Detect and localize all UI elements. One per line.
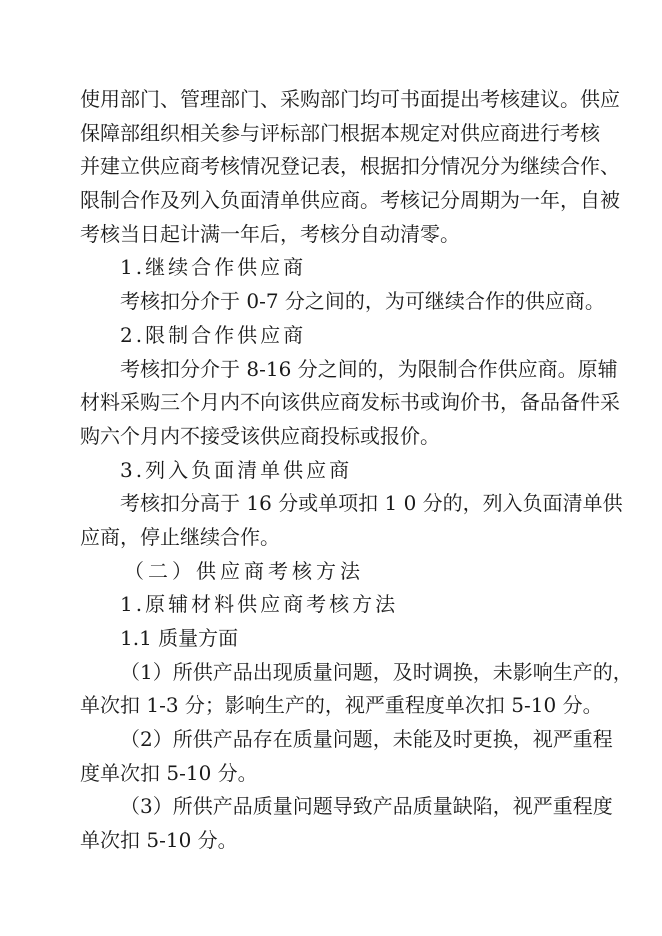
document-page	[80, 83, 633, 858]
body-text-line: （3）所供产品质量问题导致产品质量缺陷，视严重程度	[120, 794, 613, 819]
body-text-line: 考核扣分介于 8-16 分之间的，为限制合作供应商。原辅	[120, 356, 618, 381]
body-text-line: 单次扣 5-10 分。	[80, 828, 238, 853]
section-heading: 1.原辅材料供应商考核方法	[120, 592, 399, 617]
body-text-line: （1）所供产品出现质量问题，及时调换，未影响生产的，	[120, 659, 633, 684]
body-text-line: 限制合作及列入负面清单供应商。考核记分周期为一年，自被	[80, 188, 620, 213]
body-text-line: 考核扣分高于 16 分或单项扣 1 0 分的，列入负面清单供	[120, 491, 623, 516]
body-text-line: 单次扣 1-3 分；影响生产的，视严重程度单次扣 5-10 分。	[80, 693, 603, 718]
body-text-line: 使用部门、管理部门、采购部门均可书面提出考核建议。供应	[80, 87, 620, 111]
body-text-line: 考核扣分介于 0-7 分之间的，为可继续合作的供应商。	[120, 289, 605, 314]
body-text-line: 材料采购三个月内不向该供应商发标书或询价书，备品备件采	[80, 390, 620, 415]
body-text-line: 度单次扣 5-10 分。	[80, 760, 258, 785]
section-heading: 1.继续合作供应商	[120, 255, 307, 280]
body-text-line: （2）所供产品存在质量问题，未能及时更换，视严重程	[120, 727, 613, 752]
body-text-line: 应商，停止继续合作。	[80, 524, 280, 549]
body-text-line: 保障部组织相关参与评标部门根据本规定对供应商进行考核	[80, 120, 600, 145]
section-heading: 3.列入负面清单供应商	[120, 457, 353, 482]
body-text-line: 考核当日起计满一年后，考核分自动清零。	[80, 221, 460, 246]
section-heading: 2.限制合作供应商	[120, 322, 307, 347]
section-heading: 1.1 质量方面	[120, 626, 239, 650]
body-text-line: 并建立供应商考核情况登记表，根据扣分情况分为继续合作、	[80, 154, 620, 179]
body-text-line: 购六个月内不接受该供应商投标或报价。	[80, 423, 440, 448]
subsection-heading: （二）供应商考核方法	[124, 558, 364, 583]
